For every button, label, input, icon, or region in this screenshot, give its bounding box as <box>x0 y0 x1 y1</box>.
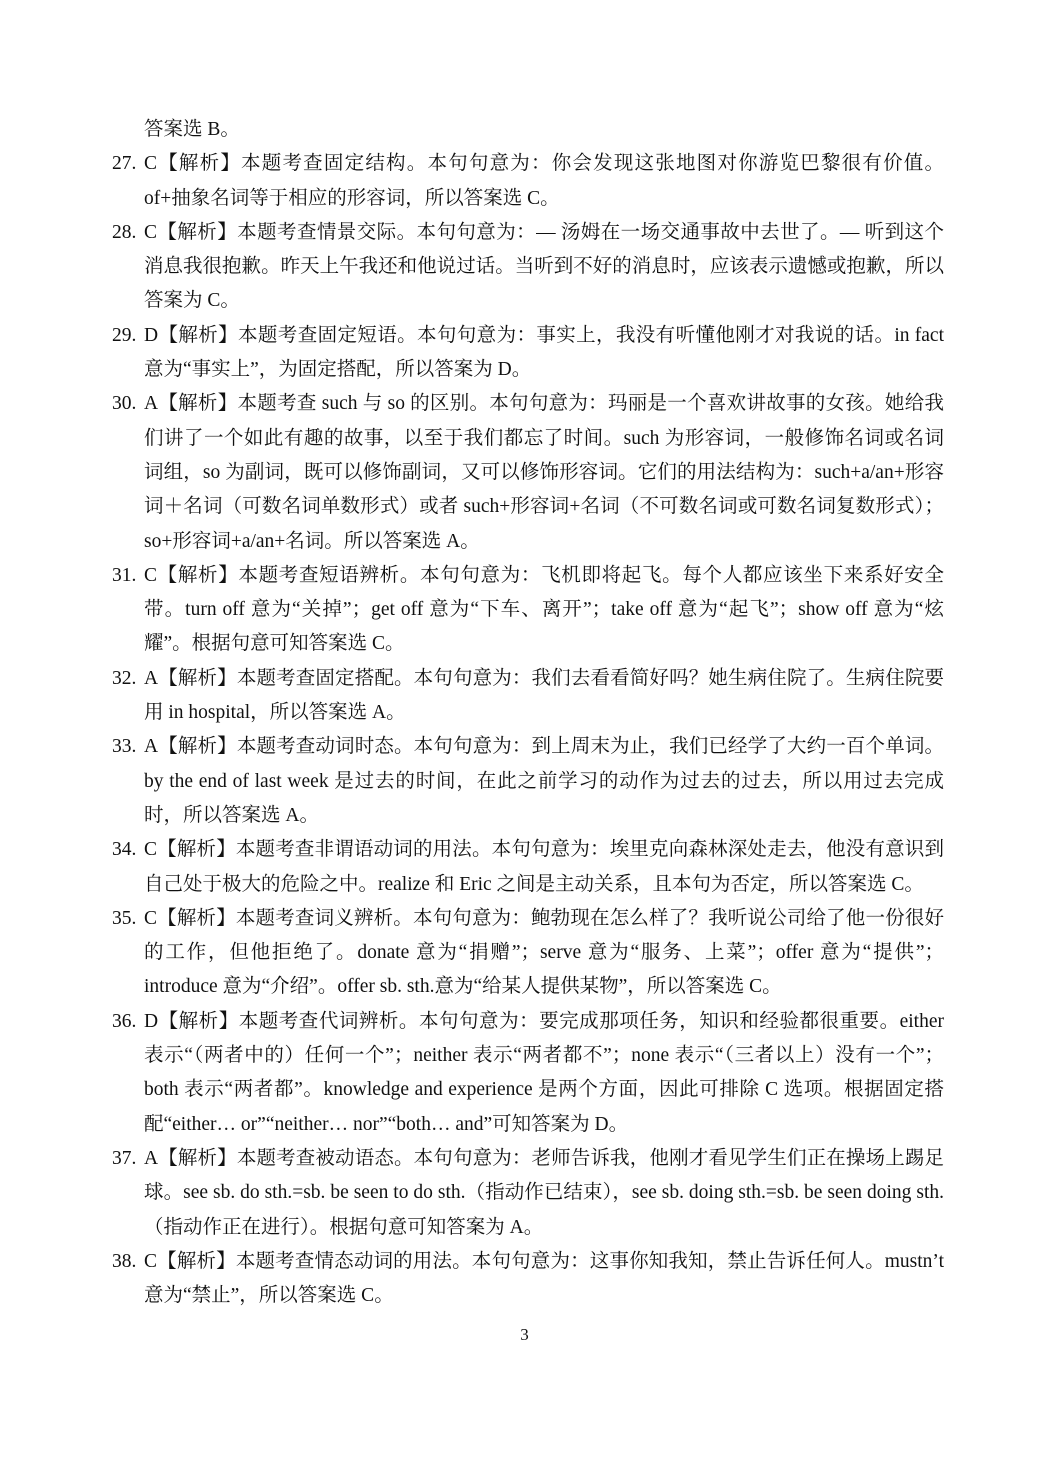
item-explanation: C【解析】本题考查词义辨析。本句句意为：鲍勃现在怎么样了？我听说公司给了他一份很好的工作，但他拒绝了。donate 意为“捐赠”；serve 意为“服务、上菜”；offer 意为“提供”；introduce 意为“介绍”。offer sb. sth.意为“给某人提供某物”，所以答案选 C。 <box>144 907 944 998</box>
item-explanation: A【解析】本题考查被动语态。本句句意为：老师告诉我，他刚才看见学生们正在操场上踢足球。see sb. do sth.=sb. be seen to do sth.（指动作已结束），see sb. doing sth.=sb. be seen doing sth.（指动作正在进行）。根据句意可知答案为 A。 <box>144 1147 944 1238</box>
item-explanation: A【解析】本题考查固定搭配。本句句意为：我们去看看简好吗？她生病住院了。生病住院要用 in hospital，所以答案选 A。 <box>144 667 944 724</box>
item-number: 35. <box>112 907 137 929</box>
page-number: 3 <box>520 1325 529 1344</box>
answer-item-28 <box>112 216 944 319</box>
answer-item-32 <box>112 662 944 731</box>
item-number: 38. <box>112 1250 137 1272</box>
item-number: 28. <box>112 221 137 243</box>
item-number: 36. <box>112 1010 137 1032</box>
answer-explanations <box>112 113 944 1313</box>
item-number: 33. <box>112 736 137 758</box>
item-number: 29. <box>112 324 137 346</box>
item-explanation: C【解析】本题考查情态动词的用法。本句句意为：这事你知我知，禁止告诉任何人。mustn’t 意为“禁止”，所以答案选 C。 <box>144 1250 944 1307</box>
answer-item-34 <box>112 833 944 902</box>
item-number: 37. <box>112 1147 137 1169</box>
item-number: 31. <box>112 564 137 586</box>
item-explanation: D【解析】本题考查固定短语。本句句意为：事实上，我没有听懂他刚才对我说的话。in fact 意为“事实上”，为固定搭配，所以答案为 D。 <box>144 324 944 381</box>
item-explanation: D【解析】本题考查代词辨析。本句句意为：要完成那项任务，知识和经验都很重要。either 表示“（两者中的）任何一个”；neither 表示“两者都不”；none 表示“（三者以上）没有一个”；both 表示“两者都”。knowledge and experience 是两个方面，因此可排除 C 选项。根据固定搭配“either… or”“neither… nor”“both… and”可知答案为 D。 <box>144 1010 944 1135</box>
answer-item-37 <box>112 1142 944 1245</box>
item-number: 34. <box>112 839 137 861</box>
answer-item-31 <box>112 559 944 662</box>
continued-text: 答案选 B。 <box>144 119 240 140</box>
answer-item-35 <box>112 902 944 1005</box>
answer-item-27 <box>112 147 944 216</box>
answer-item-33 <box>112 730 944 833</box>
item-explanation: C【解析】本题考查非谓语动词的用法。本句句意为：埃里克向森林深处走去，他没有意识到自己处于极大的危险之中。realize 和 Eric 之间是主动关系，且本句为否定，所以答案选 C。 <box>144 839 944 895</box>
answer-item-38 <box>112 1245 944 1314</box>
item-explanation: A【解析】本题考查 such 与 so 的区别。本句句意为：玛丽是一个喜欢讲故事的女孩。她给我们讲了一个如此有趣的故事，以至于我们都忘了时间。such 为形容词，一般修饰名词或名词词组，so 为副词，既可以修饰副词，又可以修饰形容词。它们的用法结构为：such+a/an+形容词＋名词（可数名词单数形式）或者 such+形容词+名词（不可数名词或可数名词复数形式）；so+形容词+a/an+名词。所以答案选 A。 <box>144 393 944 552</box>
item-explanation: C【解析】本题考查情景交际。本句句意为：— 汤姆在一场交通事故中去世了。— 听到这个消息我很抱歉。昨天上午我还和他说过话。当听到不好的消息时，应该表示遗憾或抱歉，所以答案为 C。 <box>144 221 944 312</box>
item-explanation: C【解析】本题考查短语辨析。本句句意为：飞机即将起飞。每个人都应该坐下来系好安全带。turn off 意为“关掉”；get off 意为“下车、离开”；take off 意为“起飞”；show off 意为“炫耀”。根据句意可知答案选 C。 <box>144 564 944 655</box>
item-explanation: A【解析】本题考查动词时态。本句句意为：到上周末为止，我们已经学了大约一百个单词。by the end of last week 是过去的时间，在此之前学习的动作为过去的过去，所以用过去完成时，所以答案选 A。 <box>144 736 944 826</box>
item-number: 27. <box>112 153 137 175</box>
answer-item-30 <box>112 387 944 558</box>
item-number: 32. <box>112 667 137 689</box>
item-explanation: C【解析】本题考查固定结构。本句句意为：你会发现这张地图对你游览巴黎很有价值。of+抽象名词等于相应的形容词，所以答案选 C。 <box>144 153 944 209</box>
answer-item-29 <box>112 319 944 388</box>
answer-item-36 <box>112 1005 944 1142</box>
item-number: 30. <box>112 393 137 415</box>
